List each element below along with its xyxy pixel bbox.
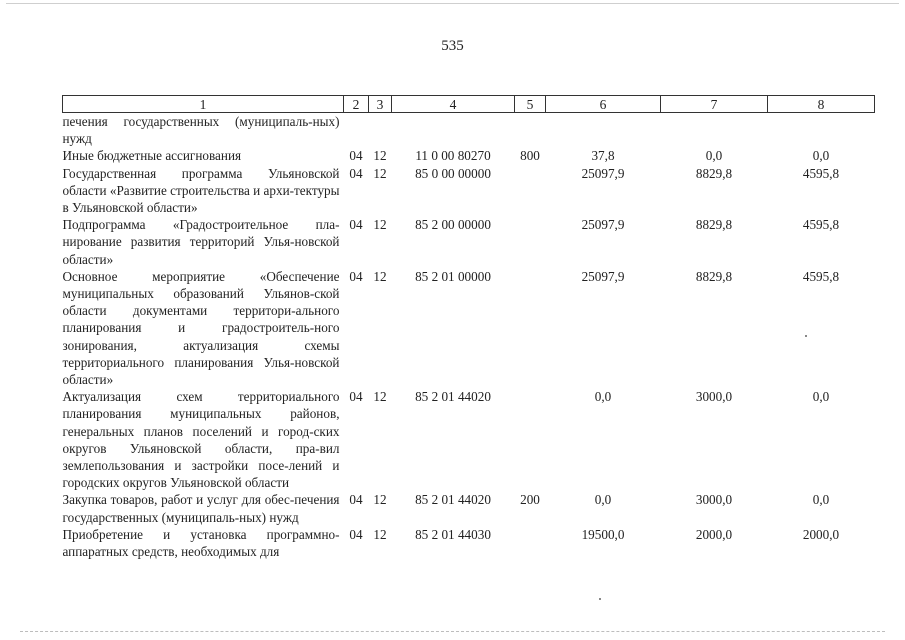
row-amount-col8: 2000,0	[802, 526, 840, 542]
page-number: 535	[441, 38, 464, 54]
row-amount-col8: 4595,8	[802, 165, 840, 181]
col-header-1: 1	[63, 96, 344, 113]
row-target-article: 85 2 01 44020	[415, 389, 491, 405]
row-subsection	[369, 113, 392, 148]
row-amount-col6: 19500,0	[581, 526, 625, 542]
row-name: Подпрограмма «Градостроительное пла-нирование развития территорий Улья-новской области»	[62, 217, 340, 267]
row-section: 04	[349, 148, 363, 164]
scan-speck	[805, 335, 807, 337]
row-section	[344, 113, 369, 148]
header-row	[63, 96, 875, 113]
scan-top-edge	[6, 3, 899, 4]
row-target-article: 85 0 00 00000	[415, 165, 491, 181]
row-amount-col8: 0,0	[812, 492, 830, 508]
col-header-6: 6	[546, 96, 661, 113]
row-subsection: 12	[373, 217, 387, 233]
row-amount-col7: 2000,0	[695, 526, 733, 542]
col-header-8: 8	[768, 96, 875, 113]
row-section: 04	[349, 217, 363, 233]
row-amount-col7: 3000,0	[695, 492, 733, 508]
row-amount-col8: 0,0	[812, 389, 830, 405]
row-name: Иные бюджетные ассигнования	[62, 148, 242, 164]
row-name: Приобретение и установка программно-аппаратных средств, необходимых для	[62, 526, 340, 560]
row-amount-col7: 8829,8	[695, 268, 733, 284]
row-subsection: 12	[373, 389, 387, 405]
col-header-3: 3	[369, 96, 392, 113]
row-amount-col7	[661, 113, 768, 148]
table-row	[63, 147, 875, 164]
table-row	[63, 388, 875, 491]
row-expense-type: 800	[520, 148, 540, 164]
row-name: печения государственных (муниципаль-ных) нужд	[62, 114, 340, 147]
row-target-article: 85 2 00 00000	[415, 217, 491, 233]
row-target-article: 85 2 01 00000	[415, 268, 491, 284]
row-amount-col7: 0,0	[705, 148, 723, 164]
col-header-5: 5	[515, 96, 546, 113]
row-amount-col6: 25097,9	[581, 268, 625, 284]
row-expense-type	[515, 388, 546, 491]
table-row	[63, 113, 875, 148]
row-target-article: 11 0 00 80270	[415, 148, 491, 164]
row-expense-type	[515, 216, 546, 268]
row-section: 04	[349, 389, 363, 405]
row-amount-col7: 8829,8	[695, 217, 733, 233]
row-target-article	[392, 113, 515, 148]
row-subsection: 12	[373, 165, 387, 181]
row-amount-col6: 25097,9	[581, 217, 625, 233]
row-amount-col7: 8829,8	[695, 165, 733, 181]
row-amount-col7: 3000,0	[695, 389, 733, 405]
table-row	[63, 165, 875, 217]
row-expense-type	[515, 526, 546, 560]
row-subsection: 12	[373, 268, 387, 284]
row-amount-col6: 0,0	[594, 389, 612, 405]
scan-speck	[599, 598, 601, 600]
table-row	[63, 268, 875, 388]
row-amount-col8: 0,0	[812, 148, 830, 164]
row-section: 04	[349, 165, 363, 181]
budget-table	[62, 95, 875, 560]
table-header	[63, 96, 875, 113]
row-target-article: 85 2 01 44020	[415, 492, 491, 508]
row-name: Актуализация схем территориального планирования муниципальных районов, генеральных планов поселений и город-ских округов Ульяновской области, пра-вил землепользования и застройки посе-лений и городских округов Ульяновской области	[62, 389, 340, 491]
row-amount-col8: 4595,8	[802, 268, 840, 284]
row-expense-type	[515, 268, 546, 388]
table-row	[63, 526, 875, 560]
row-name: Основное мероприятие «Обеспечение муниципальных образований Ульянов-ской области документами территори-ального планирования и градостроитель-ного зонирования, актуализация схемы территориального планирования Улья-новской области»	[62, 268, 340, 388]
table-body	[63, 113, 875, 561]
row-name: Государственная программа Ульяновской области «Развитие строительства и архи-тектуры в Ульяновской области»	[62, 165, 340, 216]
row-amount-col6: 25097,9	[581, 165, 625, 181]
row-subsection: 12	[373, 148, 387, 164]
table-row	[63, 216, 875, 268]
row-amount-col8: 4595,8	[802, 217, 840, 233]
row-expense-type: 200	[520, 492, 540, 508]
row-section: 04	[349, 526, 363, 542]
row-expense-type	[515, 113, 546, 148]
table-row	[63, 491, 875, 525]
row-name: Закупка товаров, работ и услуг для обес-печения государственных (муниципаль-ных) нужд	[62, 492, 340, 525]
col-header-7: 7	[661, 96, 768, 113]
row-section: 04	[349, 268, 363, 284]
scan-bottom-edge	[20, 631, 885, 632]
row-subsection: 12	[373, 492, 387, 508]
row-expense-type	[515, 165, 546, 217]
row-amount-col8	[768, 113, 875, 148]
col-header-4: 4	[392, 96, 515, 113]
row-amount-col6	[546, 113, 661, 148]
row-amount-col6: 37,8	[591, 148, 615, 164]
row-amount-col6: 0,0	[594, 492, 612, 508]
col-header-2: 2	[344, 96, 369, 113]
row-subsection: 12	[373, 526, 387, 542]
row-target-article: 85 2 01 44030	[415, 526, 491, 542]
row-section: 04	[349, 492, 363, 508]
